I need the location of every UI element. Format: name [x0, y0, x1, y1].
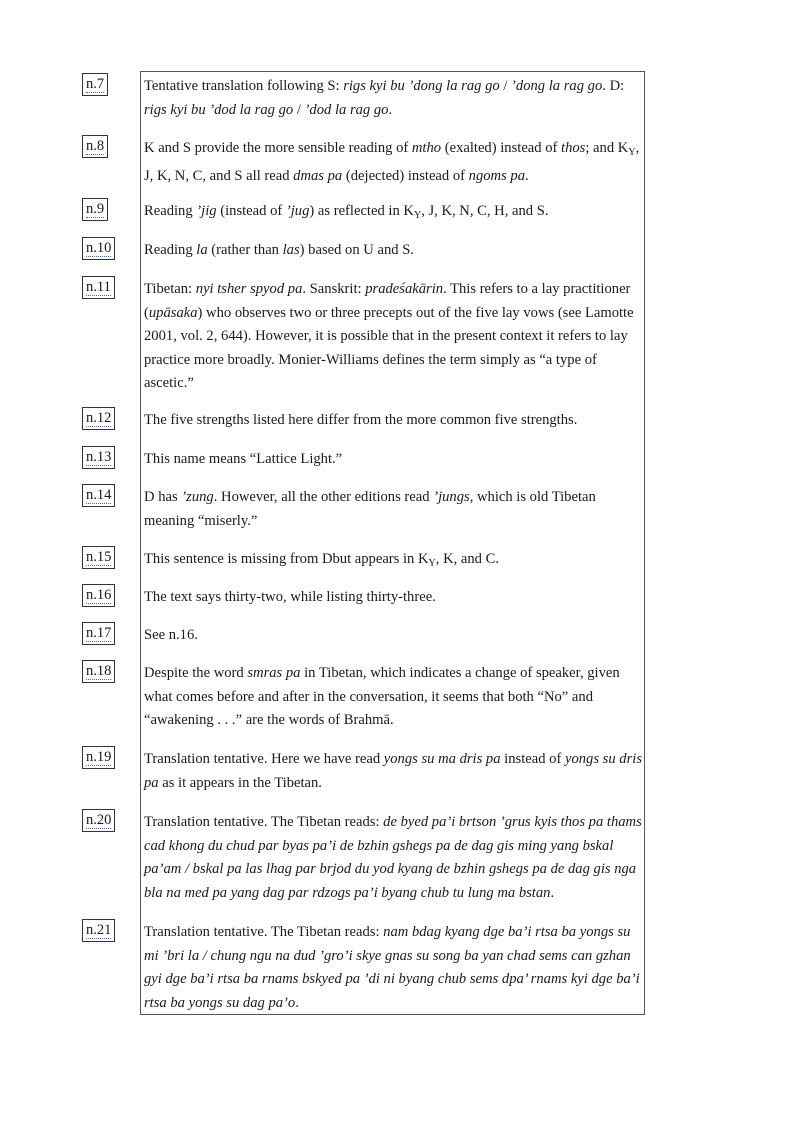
- note-label[interactable]: n.13: [82, 446, 115, 469]
- italic-term: ’jug: [285, 203, 310, 219]
- note-text: [144, 921, 642, 1015]
- italic-term: smras pa: [247, 665, 301, 681]
- text-run: . D:: [602, 78, 625, 94]
- text-run: Reading: [144, 203, 197, 219]
- note-label[interactable]: n.8: [82, 135, 108, 158]
- note-label[interactable]: n.17: [82, 622, 115, 645]
- note-label[interactable]: n.7: [82, 73, 108, 96]
- text-run: , which is old Tibetan meaning “miserly.”: [144, 489, 596, 529]
- italic-term: las: [282, 242, 300, 258]
- text-run: (rather than: [207, 242, 283, 258]
- italic-term: ngoms pa: [468, 167, 526, 184]
- text-run: D has: [144, 489, 182, 505]
- text-run: (instead of: [216, 203, 286, 219]
- text-run: .: [550, 884, 555, 901]
- italic-term: ’dod la rag go: [304, 101, 389, 118]
- subscript: Y: [428, 558, 436, 569]
- note-text: [144, 586, 642, 610]
- note-text: [144, 278, 642, 396]
- italic-term: pradeśakārin: [365, 281, 444, 297]
- note-text: [144, 75, 642, 122]
- text-run: The five strengths listed here differ from the more common five strengths.: [144, 412, 578, 428]
- italic-term: dmas pa: [293, 167, 343, 184]
- subscript: Y: [628, 147, 636, 158]
- italic-term: ’jig: [196, 203, 217, 219]
- italic-term: mtho: [411, 140, 442, 156]
- text-run: /: [499, 78, 512, 94]
- note-label[interactable]: n.20: [82, 809, 115, 832]
- italic-term: upāsaka: [148, 304, 198, 321]
- text-run: . Sanskrit:: [302, 281, 366, 297]
- note-text: [144, 137, 642, 188]
- text-run: Translation tentative. The Tibetan reads:: [144, 924, 384, 940]
- note-label[interactable]: n.19: [82, 746, 115, 769]
- note-label[interactable]: n.11: [82, 276, 115, 299]
- text-run: in Tibetan, which indicates a change of speaker, given what comes before and after in the conversation, it seems that both “No” and “awakening . . .” are the words of Brahmā.: [144, 665, 620, 729]
- note-label[interactable]: n.18: [82, 660, 115, 683]
- text-run: (exalted) instead of: [441, 140, 562, 156]
- note-label[interactable]: n.16: [82, 584, 115, 607]
- text-run: ) based on U and S.: [299, 242, 414, 258]
- note-text: [144, 811, 642, 905]
- subscript: Y: [413, 210, 422, 221]
- text-run: . This refers to a lay practitioner (: [144, 281, 631, 321]
- text-run: , J, K, N, C, and S all read: [144, 140, 640, 184]
- note-text: [144, 486, 642, 533]
- note-text: [144, 548, 642, 576]
- text-run: ) who observes two or three precepts out of the five lay vows (see Lamotte 2001, vol. 2, 644). However, it is possible that in the present context it refers to lay practice more broadly. Monier-Williams defines the term simply as “a type of ascetic.”: [144, 304, 634, 392]
- text-run: Despite the word: [144, 665, 248, 681]
- note-text: [144, 200, 642, 228]
- note-label[interactable]: n.10: [82, 237, 115, 260]
- text-run: , K, and C.: [435, 551, 500, 567]
- italic-term: rigs kyi bu ’dod la rag go: [144, 101, 294, 118]
- text-run: /: [293, 101, 305, 118]
- text-run: The text says thirty-two, while listing thirty-three.: [144, 589, 436, 605]
- note-text: [144, 624, 642, 648]
- text-run: . However, all the other editions read: [213, 489, 434, 505]
- text-run: ) as reflected in K: [309, 203, 414, 219]
- italic-term: ’jungs: [433, 489, 470, 505]
- text-run: .: [388, 101, 393, 118]
- italic-term: ’zung: [181, 489, 214, 505]
- text-run: Reading: [144, 242, 197, 258]
- text-run: ; and K: [585, 140, 629, 156]
- italic-term: de byed pa’i brtson ’grus kyis thos pa thams cad khong du chud par byas pa’i de bzhin gshegs pa de dag gis ming yang bskal pa’am / bskal pa las lhag par brjod du yod kyang de bzhin gshegs pa de dag gis nga bla na med pa yang dag par rdzogs pa’i byang chub tu lung ma bstan: [144, 814, 642, 901]
- note-text: [144, 409, 642, 433]
- note-label[interactable]: n.15: [82, 546, 115, 569]
- note-text: [144, 662, 642, 733]
- italic-term: yongs su ma dris pa: [383, 751, 501, 767]
- italic-term: yongs su dris pa: [144, 751, 643, 791]
- note-label[interactable]: n.21: [82, 919, 115, 942]
- text-run: Tentative translation following S:: [144, 78, 344, 94]
- text-run: instead of: [500, 751, 565, 767]
- text-run: Translation tentative. Here we have read: [144, 751, 384, 767]
- text-run: Tibetan:: [144, 281, 196, 297]
- text-run: This sentence is missing from Dbut appears in K: [144, 551, 429, 567]
- note-label[interactable]: n.9: [82, 198, 108, 221]
- italic-term: nam bdag kyang dge ba’i rtsa ba yongs su mi ’bri la / chung ngu na dud ’gro’i skye gnas su song ba yan chad sems can gzhan gyi dge ba’i rtsa ba rnams bskyed pa ’di ni byang chub sems dpa’ rnams kyi dge ba’i rtsa ba yongs su dag pa’o: [144, 924, 640, 1011]
- text-run: .: [525, 167, 529, 184]
- text-run: (dejected) instead of: [342, 167, 469, 184]
- italic-term: rigs kyi bu ’dong la rag go: [343, 78, 500, 94]
- italic-term: ’dong la rag go: [511, 78, 603, 94]
- note-label[interactable]: n.14: [82, 484, 115, 507]
- italic-term: thos: [561, 140, 586, 156]
- text-run: , J, K, N, C, H, and S.: [421, 203, 549, 219]
- text-run: K and S provide the more sensible reading of: [144, 140, 412, 156]
- text-run: This name means “Lattice Light.”: [144, 451, 343, 467]
- note-label[interactable]: n.12: [82, 407, 115, 430]
- text-run: as it appears in the Tibetan.: [158, 774, 322, 791]
- note-text: [144, 239, 642, 263]
- text-run: See n.16.: [144, 627, 198, 643]
- note-text: [144, 748, 642, 795]
- text-run: Translation tentative. The Tibetan reads:: [144, 814, 384, 830]
- italic-term: nyi tsher spyod pa: [195, 281, 303, 297]
- text-run: .: [295, 994, 299, 1011]
- note-text: [144, 448, 642, 472]
- italic-term: la: [196, 242, 208, 258]
